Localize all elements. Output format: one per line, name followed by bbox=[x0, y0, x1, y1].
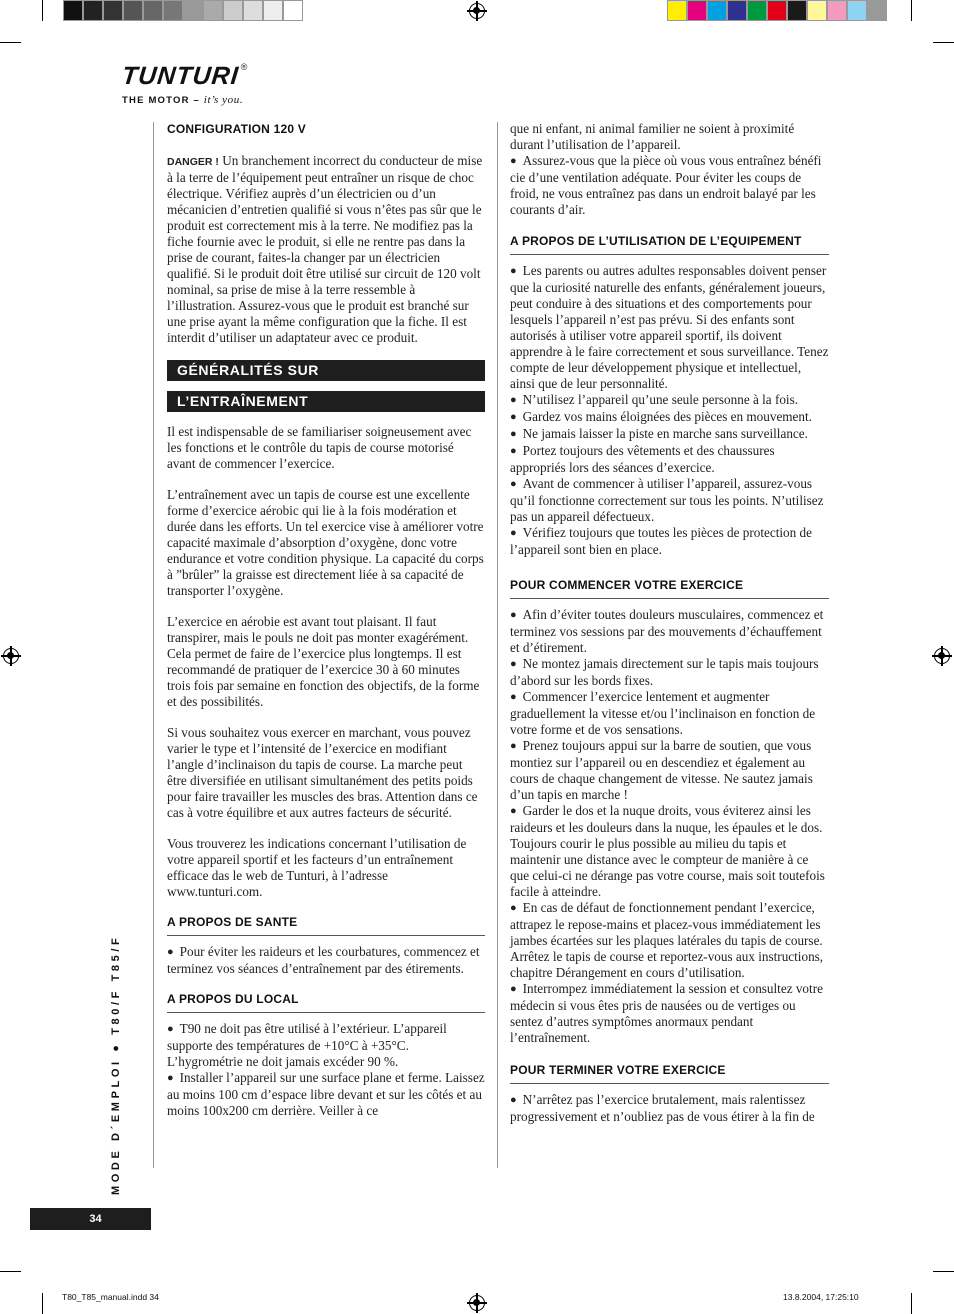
body-paragraph: L’entraînement avec un tapis de course est une excellente forme d’exercice aérobic qui lie à la fois modération et durée dans les efforts. Un tel exercice vise à améliorer votre capacité maximale d’absorption d’oxygène, donc votre endurance et votre condition physique. La capacité du corps à ”brûler” la graisse est directement liée à sa capacité de transporter l’oxygène. bbox=[167, 487, 484, 598]
left-divider bbox=[153, 122, 154, 1168]
color-swatch bbox=[163, 0, 183, 21]
color-swatch bbox=[787, 0, 807, 21]
commencer-heading: POUR COMMENCER VOTRE EXERCICE bbox=[510, 576, 829, 599]
list-item: ● Prenez toujours appui sur la barre de soutien, que vous montiez sur l’appareil ou en descendiez et également au cours de chaque changement de vitesse. Ne sautez jamais d’un tapis en marche ! bbox=[510, 738, 829, 803]
continued-paragraph: que ni enfant, ni animal familier ne soient à proximité durant l’utilisation de l’appareil. bbox=[510, 121, 795, 152]
body-paragraph: Vous trouverez les indications concernant l’utilisation de votre appareil sportif et les facteurs d’un entraînement efficace das le web de Tunturi, à l’adresse www.tunturi.com. bbox=[167, 836, 467, 899]
registration-mark-icon bbox=[3, 648, 19, 664]
list-item: ● Les parents ou autres adultes responsables doivent penser que la curiosité naturelle des enfants, généralement joueurs, peut conduire à des situations et des comportements pour lesquels l’appareil n’est pas prévu. Si des enfants sont autorisés à utiliser votre appareil sportif, ils doivent apprendre à le faire correctement et sous surveillance. Tenez compte de leur développement physique et intellectuel, ainsi que de leur personnalité. bbox=[510, 263, 829, 392]
list-item: ● Gardez vos mains éloignées des pièces en mouvement. bbox=[510, 409, 829, 426]
local-bullet: ● T90 ne doit pas être utilisé à l’extérieur. L’appareil supporte des températures de +10°C à +35°C. L’hygrométrie ne doit jamais excéder 90 %. bbox=[167, 1021, 485, 1070]
color-swatch bbox=[807, 0, 827, 21]
left-column bbox=[167, 121, 485, 1119]
color-swatch bbox=[667, 0, 687, 21]
color-swatch bbox=[727, 0, 747, 21]
registration-mark-icon bbox=[934, 648, 950, 664]
list-item: ● Interrompez immédiatement la session et consultez votre médecin si vous êtes pris de nausées ou de vertiges ou sentez d’autres symptômes anormaux pendant l’entraînement. bbox=[510, 981, 829, 1046]
commencer-list bbox=[510, 607, 829, 1046]
registration-mark-icon bbox=[469, 3, 485, 19]
color-swatch bbox=[223, 0, 243, 21]
logo-tagline bbox=[122, 94, 247, 106]
list-item: ● N’utilisez l’appareil qu’une seule personne à la fois. bbox=[510, 392, 829, 409]
body-paragraph: Si vous souhaitez vous exercer en marchant, vous pouvez varier le type et l’intensité de l’exercice en modifiant l’angle d’inclinaison du tapis de course. La marche peut être diversifiée en utilisant simultanément des petits poids pour faire travailler les muscles des bras. Attention dans ce cas à votre équilibre et aux autres facteurs de sécurité. bbox=[167, 725, 478, 820]
registration-mark-icon bbox=[469, 1295, 485, 1311]
list-item: ● Ne montez jamais directement sur le tapis mais toujours d’abord sur les bords fixes. bbox=[510, 656, 829, 689]
list-item: ● Commencer l’exercice lentement et augmenter graduellement la vitesse et/ou l’inclinaison en fonction de votre forme et de vos sensations. bbox=[510, 689, 829, 738]
crop-mark bbox=[42, 1293, 43, 1314]
color-swatch bbox=[123, 0, 143, 21]
sante-heading: A PROPOS DE SANTE bbox=[167, 913, 485, 936]
color-swatch bbox=[283, 0, 303, 21]
terminer-heading: POUR TERMINER VOTRE EXERCICE bbox=[510, 1061, 829, 1084]
section-bar-entrainement: L’ENTRAÎNEMENT bbox=[167, 391, 485, 412]
local-bullet: ● Installer l’appareil sur une surface plane et ferme. Laissez au moins 100 cm d’espace libre devant et sur les côtés et au moins 100x200 cm derrière. Veiller à ce bbox=[167, 1070, 485, 1119]
body-paragraph: Il est indispensable de se familiariser soigneusement avec les fonctions et le contrôle du tapis de course motorisé avant de commencer l’exercice. bbox=[167, 424, 472, 471]
gray-swatch-bar bbox=[63, 0, 303, 21]
crop-mark bbox=[42, 0, 43, 21]
body-paragraph: L’exercice en aérobie est avant tout plaisant. Il faut transpirer, mais le pouls ne doit pas monter exagérément. Cela permet de faire de l’exercice plus longtemps. Il est recommandé de pratiquer de l’exercice 30 à 60 minutes trois fois par semaine en fonction des objectifs, de la forme et des possibilités. bbox=[167, 614, 480, 709]
list-item: ● Garder le dos et la nuque droits, vous éviterez ainsi les raideurs et les douleurs dans la nuque, les épaules et le dos. Toujours courir le plus possible au milieu du tapis et maintenir une distance avec le compteur de manière à ce que celui-ci ne dérange pas votre course, mais soit toutefois facile à atteindre. bbox=[510, 803, 829, 900]
footer-file: T80_T85_manual.indd 34 bbox=[62, 1292, 159, 1302]
ventilation-bullet: ● Assurez-vous que la pièce où vous vous entraînez bénéfi cie d’une ventilation adéquate. Pour éviter les coups de froid, ne vous entraînez pas dans un endroit balayé par les courants d’air. bbox=[510, 153, 829, 218]
danger-text: Un branchement incorrect du conducteur de mise à la terre de l’équipement peut entraîner un risque de choc électrique. Vérifiez auprès d’un électricien ou d’un mécanicien d’entretien qualifié si vous n’êtes pas sûr que le produit est correctement mis à la terre. Ne modifiez pas la fiche fournie avec le produit, si elle ne rentre pas dans la prise de courant, faites-la changer par un électricien qualifié. Si le produit doit être utilisé sur circuit de 120 volt nominal, sa prise de mise à la terre ressemble à l’illustration. Assurez-vous que le produit est branché sur une prise ayant la même configuration que la fiche. Il est interdit d’utiliser un adaptateur avec ce produit. bbox=[167, 153, 483, 345]
list-item: ● Avant de commencer à utiliser l’appareil, assurez-vous qu’il fonctionne correctement sur tous les points. N’utilisez pas un appareil défectueux. bbox=[510, 476, 829, 525]
section-bar-generalites: GÉNÉRALITÉS SUR bbox=[167, 360, 485, 381]
color-swatch-bar bbox=[667, 0, 887, 21]
crop-mark bbox=[0, 42, 21, 43]
tagline-text: THE MOTOR – bbox=[122, 95, 200, 106]
color-swatch bbox=[103, 0, 123, 21]
color-swatch bbox=[827, 0, 847, 21]
tunturi-logo bbox=[122, 62, 247, 106]
right-column bbox=[510, 121, 829, 1125]
color-swatch bbox=[767, 0, 787, 21]
crop-mark bbox=[911, 1293, 912, 1314]
local-heading: A PROPOS DU LOCAL bbox=[167, 990, 485, 1013]
color-swatch bbox=[687, 0, 707, 21]
color-swatch bbox=[63, 0, 83, 21]
color-swatch bbox=[847, 0, 867, 21]
page-number: 34 bbox=[30, 1208, 151, 1230]
color-swatch bbox=[183, 0, 203, 21]
side-label: MODE D´EMPLOI ● T80/F T85/F bbox=[110, 934, 122, 1195]
color-swatch bbox=[263, 0, 283, 21]
equipement-heading: A PROPOS DE L’UTILISATION DE L’EQUIPEMENT bbox=[510, 232, 829, 255]
danger-label: DANGER ! bbox=[167, 156, 219, 168]
list-item: ● Portez toujours des vêtements et des chaussures appropriés lors des séances d’exercice. bbox=[510, 443, 829, 476]
terminer-bullet: ● N’arrêtez pas l’exercice brutalement, mais ralentissez progressivement et n’oubliez pas de vous étirer à la fin de bbox=[510, 1092, 829, 1125]
tagline-italic: it’s you. bbox=[203, 94, 244, 106]
color-swatch bbox=[707, 0, 727, 21]
crop-mark bbox=[0, 1271, 21, 1272]
registered-mark: ® bbox=[240, 62, 248, 72]
crop-mark bbox=[911, 0, 912, 21]
logo-wordmark: TUNTURI bbox=[120, 62, 241, 90]
list-item: ● Vérifiez toujours que toutes les pièces de protection de l’appareil sont bien en place. bbox=[510, 525, 829, 558]
color-swatch bbox=[747, 0, 767, 21]
crop-mark bbox=[933, 42, 954, 43]
list-item: ● Ne jamais laisser la piste en marche sans surveillance. bbox=[510, 426, 829, 443]
color-swatch bbox=[143, 0, 163, 21]
danger-paragraph bbox=[167, 153, 485, 346]
list-item: ● En cas de défaut de fonctionnement pendant l’exercice, attrapez le repose-mains et placez-vous immédiatement les jambes écartées sur les plaques latérales du tapis de course. Arrêtez le tapis de course et reportez-vous aux instructions, chapitre Dérangement en cours d’utilisation. bbox=[510, 900, 829, 981]
equipement-list bbox=[510, 263, 829, 558]
column-divider bbox=[497, 122, 498, 1168]
list-item: ● Afin d’éviter toutes douleurs musculaires, commencez et terminez vos sessions par des mouvements d’échauffement et d’étirement. bbox=[510, 607, 829, 656]
sante-bullet: ● Pour éviter les raideurs et les courbatures, commencez et terminez vos séances d’entraînement par des étirements. bbox=[167, 944, 485, 977]
footer-date: 13.8.2004, 17:25:10 bbox=[783, 1292, 859, 1302]
color-swatch bbox=[83, 0, 103, 21]
color-swatch bbox=[203, 0, 223, 21]
config-heading: CONFIGURATION 120 V bbox=[167, 122, 306, 136]
color-swatch bbox=[867, 0, 887, 21]
color-swatch bbox=[243, 0, 263, 21]
crop-mark bbox=[933, 1271, 954, 1272]
